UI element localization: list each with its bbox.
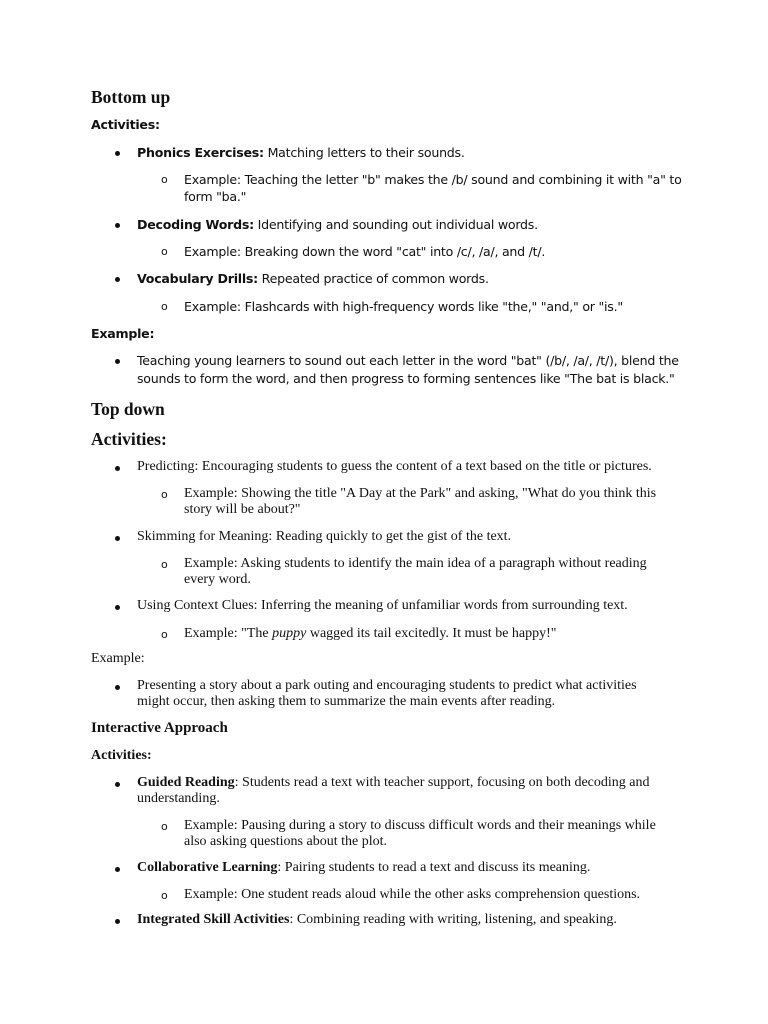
top-down-example-line2: might occur, then asking them to summarize the main events after reading. bbox=[137, 694, 556, 709]
sub-item-predicting-example-line2: story will be about?" bbox=[184, 502, 301, 517]
list-item-guided-reading-line2: understanding. bbox=[137, 791, 220, 806]
bullet-icon bbox=[115, 277, 120, 282]
bullet-icon bbox=[115, 919, 120, 924]
bullet-icon bbox=[115, 223, 120, 228]
sub-item-decoding-example: Example: Breaking down the word "cat" into /c/, /a/, and /t/. bbox=[184, 244, 546, 259]
list-item-integrated-skill-activities: Integrated Skill Activities: Combining reading with writing, listening, and speaking. bbox=[137, 912, 617, 927]
sub-bullet-icon: o bbox=[161, 488, 168, 501]
bottom-up-example-label: Example: bbox=[91, 326, 155, 341]
heading-interactive-approach: Interactive Approach bbox=[91, 720, 228, 736]
list-item-vocabulary: Vocabulary Drills: Repeated practice of common words. bbox=[137, 271, 489, 286]
top-down-activities-label: Activities: bbox=[91, 429, 167, 449]
list-item-skimming: Skimming for Meaning: Reading quickly to get the gist of the text. bbox=[137, 529, 512, 544]
interactive-activities-label: Activities: bbox=[91, 748, 152, 763]
sub-item-skimming-example-line1: Example: Asking students to identify the main idea of a paragraph without reading bbox=[184, 556, 647, 571]
top-down-example-label: Example: bbox=[91, 651, 145, 666]
sub-item-context-clues-example: Example: "The puppy wagged its tail excitedly. It must be happy!" bbox=[184, 626, 557, 641]
top-down-example-line1: Presenting a story about a park outing and encouraging students to predict what activities bbox=[137, 678, 637, 693]
sub-bullet-icon: o bbox=[161, 558, 168, 571]
bottom-up-activities-label: Activities: bbox=[91, 117, 160, 132]
bullet-icon bbox=[115, 867, 120, 872]
bottom-up-example-line1: Teaching young learners to sound out each letter in the word "bat" (/b/, /a/, /t/), blend the bbox=[137, 353, 679, 368]
list-item-guided-reading-line1: Guided Reading: Students read a text with teacher support, focusing on both decoding and bbox=[137, 775, 650, 790]
list-item-context-clues: Using Context Clues: Inferring the meaning of unfamiliar words from surrounding text. bbox=[137, 598, 628, 613]
sub-bullet-icon: o bbox=[161, 173, 168, 186]
bottom-up-example-line2: sounds to form the word, and then progress to forming sentences like "The bat is black." bbox=[137, 371, 675, 386]
bullet-icon bbox=[115, 782, 120, 787]
list-item-collaborative-learning: Collaborative Learning: Pairing students to read a text and discuss its meaning. bbox=[137, 860, 591, 875]
sub-item-collaborative-learning-example: Example: One student reads aloud while the other asks comprehension questions. bbox=[184, 887, 641, 902]
sub-item-phonics-example-line1: Example: Teaching the letter "b" makes the /b/ sound and combining it with "a" to bbox=[184, 172, 682, 187]
sub-item-phonics-example-line2: form "ba." bbox=[184, 189, 247, 204]
sub-item-predicting-example-line1: Example: Showing the title "A Day at the Park" and asking, "What do you think this bbox=[184, 486, 657, 501]
bullet-icon bbox=[115, 359, 120, 364]
sub-item-vocabulary-example: Example: Flashcards with high-frequency words like "the," "and," or "is." bbox=[184, 299, 623, 314]
list-item-decoding: Decoding Words: Identifying and sounding out individual words. bbox=[137, 217, 538, 232]
bullet-icon bbox=[115, 466, 120, 471]
sub-item-guided-reading-example-line1: Example: Pausing during a story to discuss difficult words and their meanings while bbox=[184, 818, 656, 833]
sub-item-guided-reading-example-line2: also asking questions about the plot. bbox=[184, 834, 387, 849]
bullet-icon bbox=[115, 605, 120, 610]
sub-bullet-icon: o bbox=[161, 300, 168, 313]
sub-bullet-icon: o bbox=[161, 820, 168, 833]
heading-top-down: Top down bbox=[91, 399, 165, 419]
heading-bottom-up: Bottom up bbox=[91, 87, 171, 107]
list-item-phonics: Phonics Exercises: Matching letters to their sounds. bbox=[137, 145, 465, 160]
bullet-icon bbox=[115, 536, 120, 541]
list-item-predicting: Predicting: Encouraging students to guess the content of a text based on the title or pictures. bbox=[137, 459, 652, 474]
sub-item-skimming-example-line2: every word. bbox=[184, 572, 251, 587]
bullet-icon bbox=[115, 685, 120, 690]
sub-bullet-icon: o bbox=[161, 889, 168, 902]
bullet-icon bbox=[115, 151, 120, 156]
sub-bullet-icon: o bbox=[161, 245, 168, 258]
sub-bullet-icon: o bbox=[161, 628, 168, 641]
